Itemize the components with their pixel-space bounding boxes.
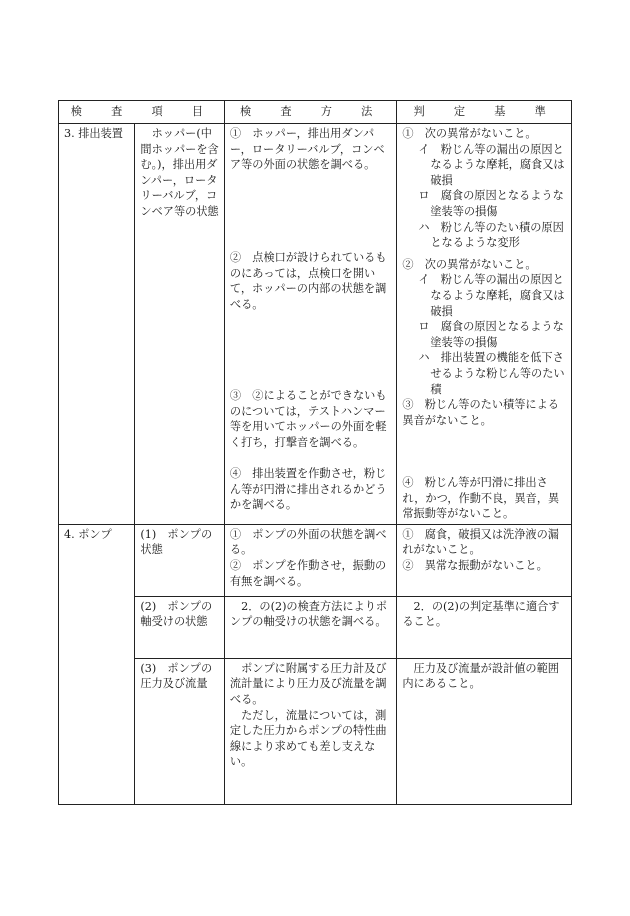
table-row	[59, 658, 572, 804]
criteria-cell	[397, 596, 572, 658]
method-cell	[224, 124, 396, 525]
subitem-cell: (1) ポンプの状態	[135, 524, 225, 596]
criteria-item: ② 異常な振動がないこと。	[402, 559, 548, 573]
criteria-subitem: ロ 腐食の原因となるような塗装等の損傷	[418, 189, 564, 218]
criteria-item: ① 次の異常がないこと。	[402, 127, 537, 140]
method-item: ② 点検口が設けられているものにあっては，点検口を開いて，ホッパーの内部の状態を調べる。	[229, 251, 387, 311]
method-item: 2．の(2)の検査方法によりポンプの軸受けの状態を調べる。	[229, 599, 388, 629]
inspection-table	[58, 100, 572, 805]
criteria-item: ③ 粉じん等のたい積等による異音がないこと。	[402, 398, 559, 427]
category-cell: 3. 排出装置	[59, 124, 135, 525]
method-item: ② ポンプを作動させ，振動の有無を調べる。	[229, 559, 387, 588]
table-row	[59, 124, 572, 525]
table-header-row	[59, 101, 572, 124]
criteria-item: 2．の(2)の判定基準に適合すること。	[402, 599, 560, 629]
criteria-cell	[397, 124, 572, 525]
method-item: ③ ②によることができないものについては，テストハンマー等を用いてホッパーの外面を軽く打ち，打撃音を調べる。	[229, 389, 387, 449]
criteria-item: ④ 粉じん等が円滑に排出され，かつ，作動不良，異音，異常振動等がないこと。	[402, 476, 560, 521]
subitem-cell: ホッパー(中間ホッパーを含む。)，排出用ダンパー，ロータリーバルブ，コンベア等の状態	[135, 124, 225, 525]
criteria-subitem: ハ 粉じん等のたい積の原因となるような変形	[418, 220, 564, 250]
subitem-cell: (3) ポンプの圧力及び流量	[135, 658, 225, 804]
method-item: ポンプに附属する圧力計及び流計量により圧力及び流量を調べる。	[229, 661, 387, 707]
header-inspection-item: 検 査 項 目	[59, 101, 225, 124]
method-cell	[224, 658, 396, 804]
header-criteria: 判 定 基 準	[397, 101, 572, 124]
table-row	[59, 596, 572, 658]
table-row	[59, 524, 572, 596]
method-item: ① ホッパー，排出用ダンパー，ロータリーバルブ，コンベア等の外面の状態を調べる。	[229, 127, 385, 172]
method-item: ① ポンプの外面の状態を調べる。	[229, 527, 387, 557]
method-item: ④ 排出装置を作動させ，粉じん等が円滑に排出されるかどうかを調べる。	[229, 467, 387, 512]
category-cell: 4. ポンプ	[59, 524, 135, 804]
criteria-item: ① 腐食，破損又は洗浄液の漏れがないこと。	[402, 527, 559, 557]
subitem-cell: (2) ポンプの軸受けの状態	[135, 596, 225, 658]
criteria-subitem: ハ 排出装置の機能を低下させるような粉じん等のたい積	[418, 351, 565, 396]
method-item: ただし，流量については，測定した圧力からポンプの特性曲線により求めても差し支えない。	[229, 708, 387, 769]
criteria-subitem: イ 粉じん等の漏出の原因となるような摩耗，腐食又は破損	[418, 273, 565, 318]
criteria-subitem: イ 粉じん等の漏出の原因となるような摩耗，腐食又は破損	[418, 142, 565, 187]
criteria-item: 圧力及び流量が設計値の範囲内にあること。	[402, 661, 559, 691]
method-cell	[224, 596, 396, 658]
criteria-subitem: ロ 腐食の原因となるような塗装等の損傷	[418, 320, 564, 349]
criteria-cell	[397, 524, 572, 596]
criteria-item: ② 次の異常がないこと。	[402, 257, 537, 271]
method-cell	[224, 524, 396, 596]
criteria-cell	[397, 658, 572, 804]
header-inspection-method: 検 査 方 法	[224, 101, 396, 124]
